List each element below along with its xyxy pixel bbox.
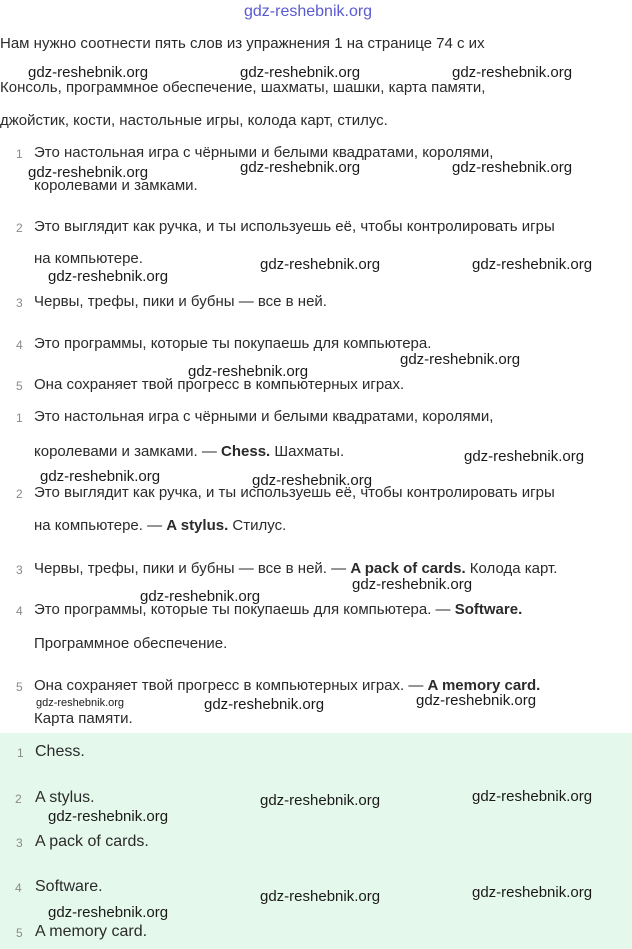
- explained-text: Карта памяти.: [34, 710, 133, 727]
- answer-number: 2: [15, 792, 22, 806]
- explained-line: Червы, трефы, пики и бубны — все в ней. — A pack of cards. Колода карт.: [34, 560, 558, 577]
- intro-line-3: джойстик, кости, настольные игры, колода карт, стилус.: [0, 112, 388, 129]
- answer-text: A stylus.: [35, 789, 95, 806]
- watermark: gdz-reshebnik.org: [48, 808, 169, 825]
- explained-text: Это выглядит как ручка, и ты используешь её, чтобы контролировать игры: [34, 484, 555, 501]
- question-text: Это выглядит как ручка, и ты используешь её, чтобы контролировать игры: [34, 218, 555, 235]
- question-number: 4: [16, 338, 23, 352]
- watermark: gdz-reshebnik.org: [464, 448, 585, 465]
- intro-line-1: Нам нужно соотнести пять слов из упражнения 1 на странице 74 с их: [0, 35, 485, 52]
- answer-text: Software.: [35, 878, 103, 895]
- question-text: Червы, трефы, пики и бубны — все в ней.: [34, 293, 327, 310]
- question-number: 1: [16, 147, 23, 161]
- explained-number: 2: [16, 487, 23, 501]
- watermark: gdz-reshebnik.org: [28, 164, 149, 181]
- watermark: gdz-reshebnik.org: [260, 256, 381, 273]
- explained-number: 3: [16, 563, 23, 577]
- answer-en: A stylus.: [166, 517, 229, 534]
- watermark: gdz-reshebnik.org: [240, 159, 361, 176]
- watermark: gdz-reshebnik.org: [472, 788, 593, 805]
- answer-number: 4: [15, 881, 22, 895]
- watermark: gdz-reshebnik.org: [452, 159, 573, 176]
- watermark: gdz-reshebnik.org: [260, 888, 381, 905]
- watermark: gdz-reshebnik.org: [40, 468, 161, 485]
- watermark: gdz-reshebnik.org: [28, 64, 149, 81]
- answer-en: A pack of cards.: [350, 560, 466, 577]
- answer-en: Chess.: [221, 443, 271, 460]
- explained-text: Это настольная игра с чёрными и белыми квадратами, королями,: [34, 408, 494, 425]
- explained-line: на компьютере. — A stylus. Стилус.: [34, 517, 287, 534]
- question-text: Это настольная игра с чёрными и белыми квадратами, королями,: [34, 144, 494, 161]
- explained-line: Она сохраняет твой прогресс в компьютерных играх. — A memory card.: [34, 677, 541, 694]
- question-text: Она сохраняет твой прогресс в компьютерных играх.: [34, 376, 405, 393]
- answer-text: A pack of cards.: [35, 833, 149, 850]
- watermark: gdz-reshebnik.org: [188, 363, 309, 380]
- explained-line: Это программы, которые ты покупаешь для компьютера. — Software.: [34, 601, 523, 618]
- answer-en: A memory card.: [427, 677, 541, 694]
- watermark: gdz-reshebnik.org: [452, 64, 573, 81]
- question-text: на компьютере.: [34, 250, 143, 267]
- watermark: gdz-reshebnik.org: [252, 472, 373, 489]
- watermark: gdz-reshebnik.org: [472, 256, 593, 273]
- explained-line: королевами и замками. — Chess. Шахматы.: [34, 443, 345, 460]
- watermark: gdz-reshebnik.org: [48, 904, 169, 921]
- watermark: gdz-reshebnik.org: [36, 697, 125, 709]
- question-number: 3: [16, 296, 23, 310]
- explained-number: 4: [16, 604, 23, 618]
- header-watermark: gdz-reshebnik.org: [244, 3, 373, 20]
- question-text: Это программы, которые ты покупаешь для компьютера.: [34, 335, 432, 352]
- answer-text: A memory card.: [35, 923, 148, 940]
- explained-text: Программное обеспечение.: [34, 635, 228, 652]
- explained-number: 5: [16, 680, 23, 694]
- watermark: gdz-reshebnik.org: [260, 792, 381, 809]
- answer-number: 3: [16, 836, 23, 850]
- explained-number: 1: [16, 411, 23, 425]
- answer-text: Chess.: [35, 743, 85, 760]
- question-number: 2: [16, 221, 23, 235]
- answer-en: Software.: [454, 601, 523, 618]
- answer-number: 1: [17, 746, 24, 760]
- question-text: королевами и замками.: [34, 177, 198, 194]
- watermark: gdz-reshebnik.org: [204, 696, 325, 713]
- answer-number: 5: [16, 926, 23, 940]
- watermark: gdz-reshebnik.org: [400, 351, 521, 368]
- watermark: gdz-reshebnik.org: [416, 692, 537, 709]
- watermark: gdz-reshebnik.org: [48, 268, 169, 285]
- question-number: 5: [16, 379, 23, 393]
- intro-line-2: Консоль, программное обеспечение, шахматы, шашки, карта памяти,: [0, 79, 486, 96]
- watermark: gdz-reshebnik.org: [140, 588, 261, 605]
- watermark: gdz-reshebnik.org: [240, 64, 361, 81]
- watermark: gdz-reshebnik.org: [472, 884, 593, 901]
- watermark: gdz-reshebnik.org: [352, 576, 473, 593]
